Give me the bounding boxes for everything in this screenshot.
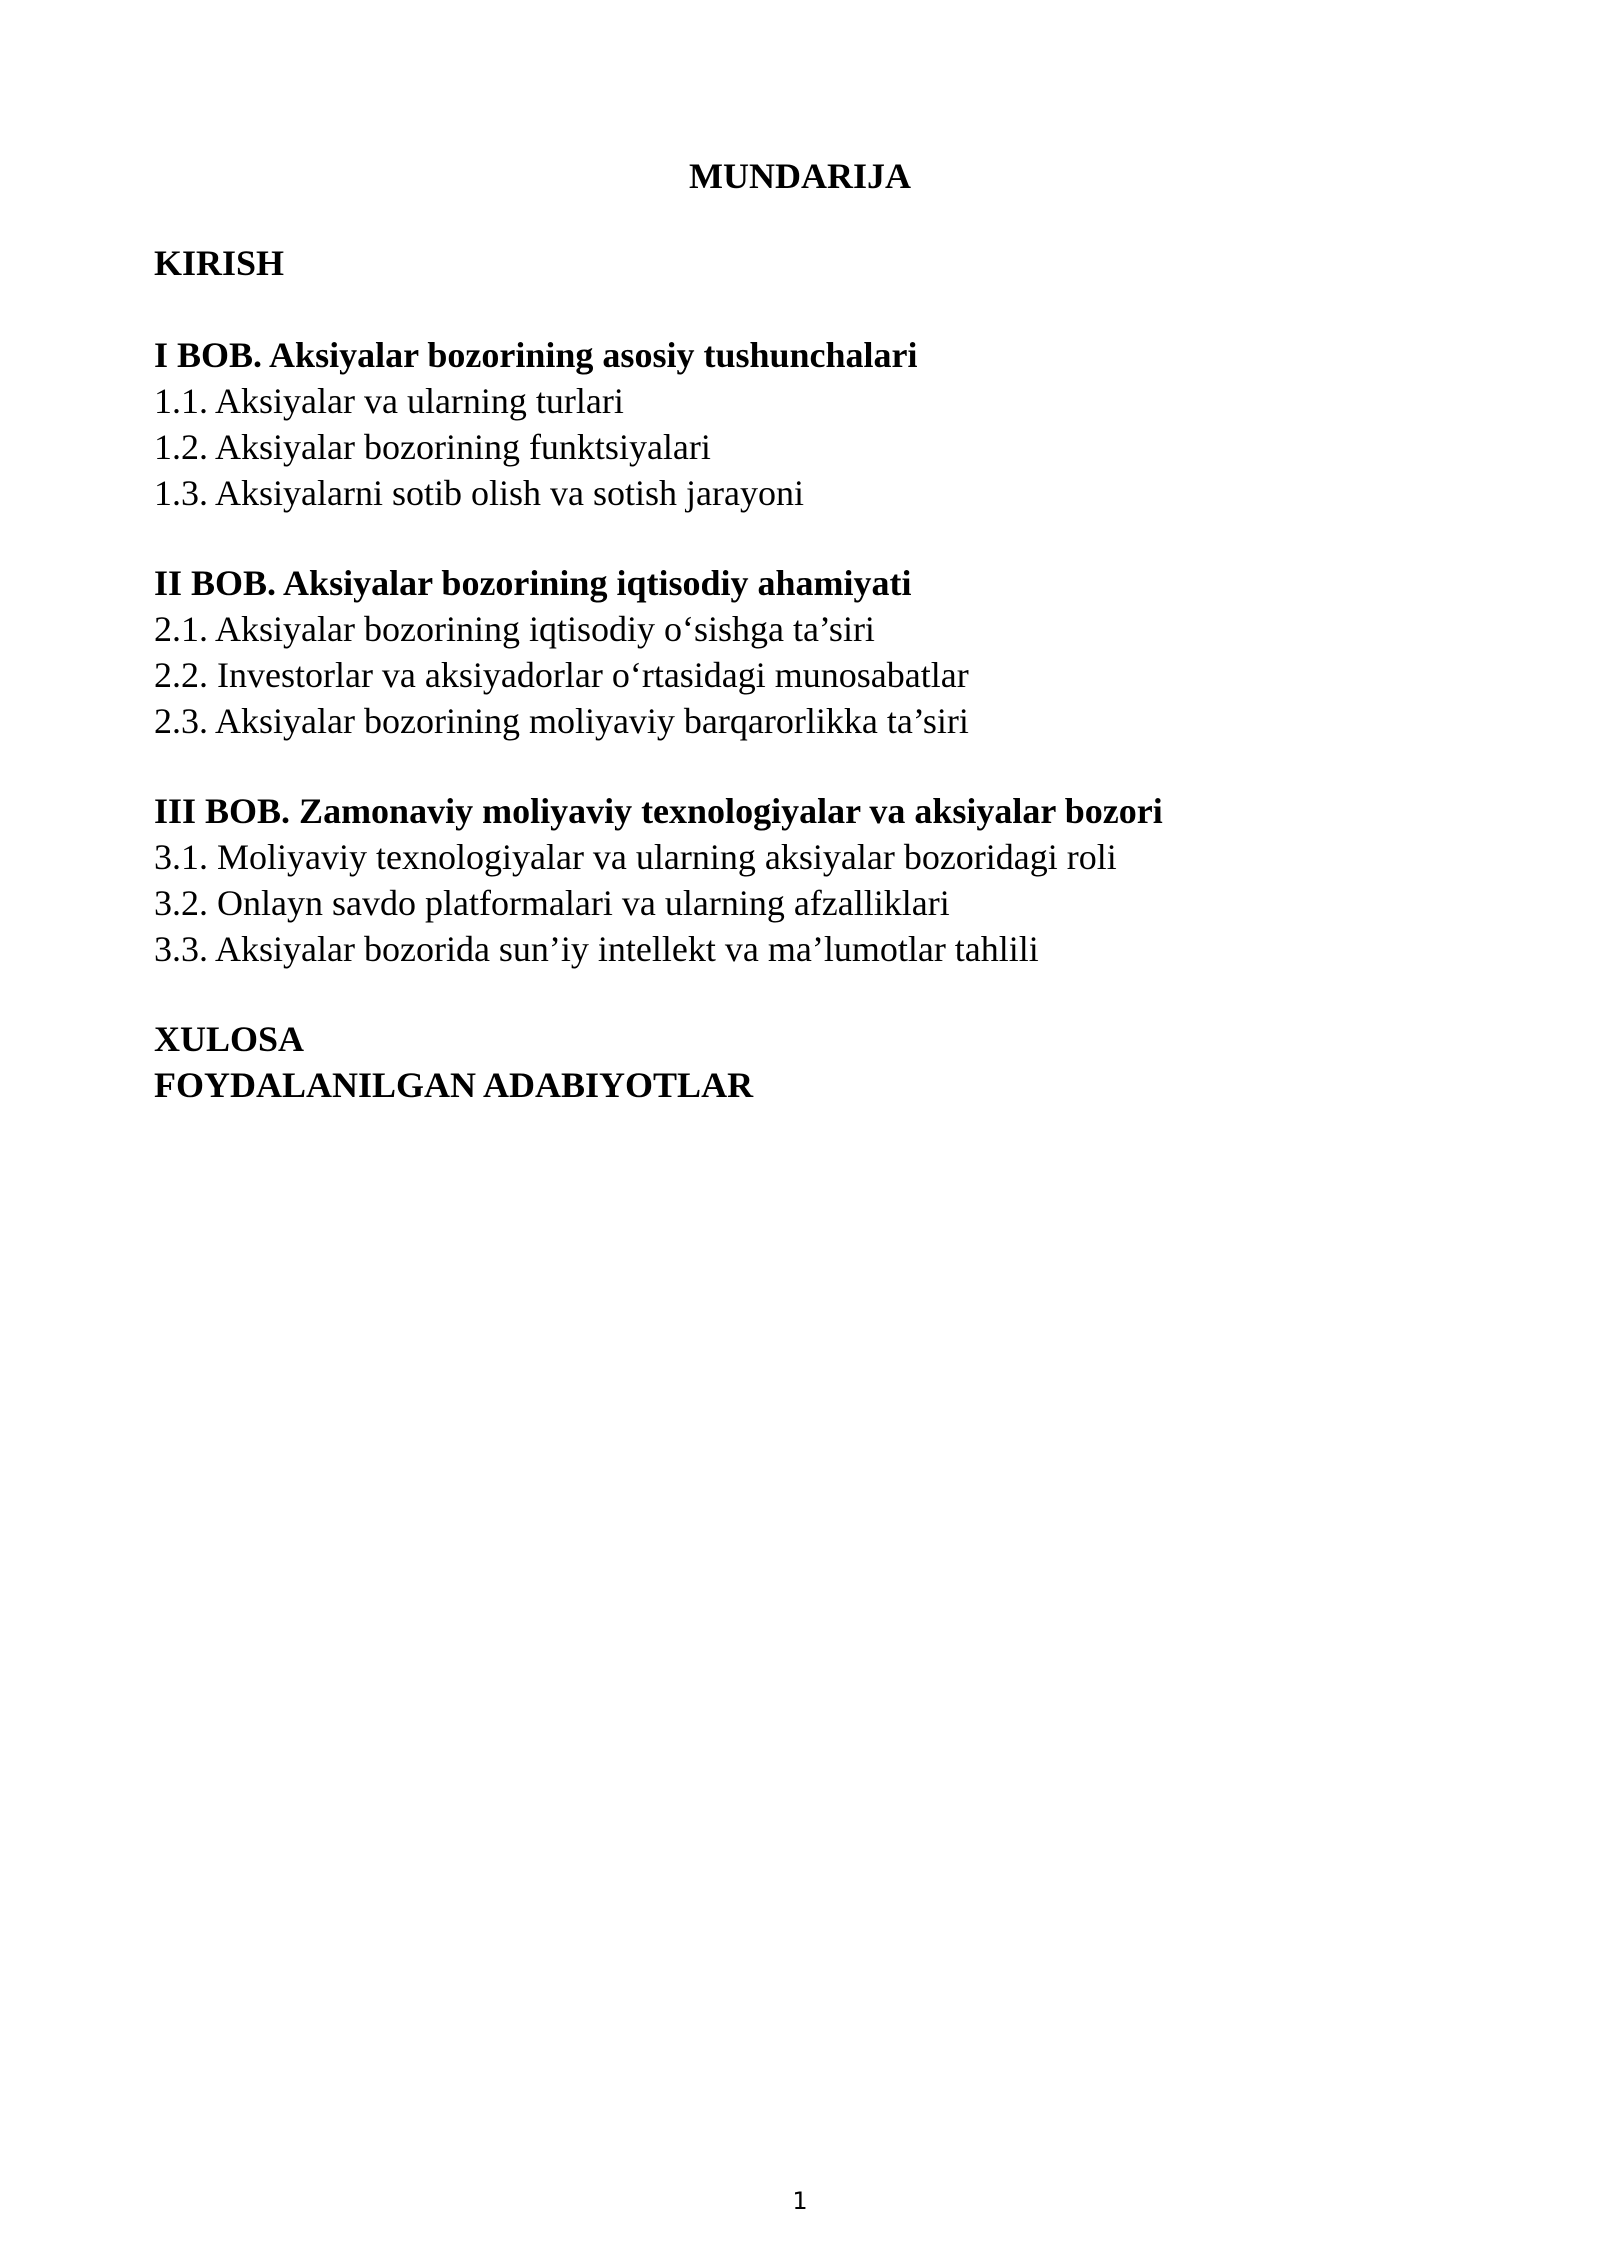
spacer — [154, 286, 1454, 332]
section-entry: 3.3. Aksiyalar bozorida sun’iy intellekt va ma’lumotlar tahlili — [154, 929, 1039, 969]
section-entry: 1.2. Aksiyalar bozorining funktsiyalari — [154, 427, 711, 467]
toc-chapter-2 — [154, 560, 1454, 744]
section-entry: 2.1. Aksiyalar bozorining iqtisodiy o‘sishga ta’siri — [154, 609, 875, 649]
section-entry: 2.3. Aksiyalar bozorining moliyaviy barqarorlikka ta’siri — [154, 701, 969, 741]
chapter-heading: II BOB. Aksiyalar bozorining iqtisodiy ahamiyati — [154, 563, 912, 603]
chapter-heading: I BOB. Aksiyalar bozorining asosiy tushunchalari — [154, 335, 918, 375]
section-entry: 3.2. Onlayn savdo platformalari va ularning afzalliklari — [154, 883, 950, 923]
page-number: 1 — [792, 2187, 808, 2215]
toc-chapter-3 — [154, 788, 1454, 972]
toc-entry-references: FOYDALANILGAN ADABIYOTLAR — [154, 1065, 754, 1105]
toc-entry-intro: KIRISH — [154, 243, 285, 283]
section-entry: 1.1. Aksiyalar va ularning turlari — [154, 381, 624, 421]
section-entry: 1.3. Aksiyalarni sotib olish va sotish jarayoni — [154, 473, 804, 513]
spacer — [154, 516, 1454, 560]
chapter-heading: III BOB. Zamonaviy moliyaviy texnologiyalar va aksiyalar bozori — [154, 791, 1163, 831]
spacer — [154, 744, 1454, 788]
toc-entry-conclusion: XULOSA — [154, 1019, 305, 1059]
page-title: MUNDARIJA — [689, 156, 911, 196]
section-entry: 2.2. Investorlar va aksiyadorlar o‘rtasidagi munosabatlar — [154, 655, 969, 695]
table-of-contents — [154, 240, 1454, 1108]
toc-chapter-1 — [154, 332, 1454, 516]
spacer — [154, 972, 1454, 1016]
section-entry: 3.1. Moliyaviy texnologiyalar va ularning aksiyalar bozoridagi roli — [154, 837, 1117, 877]
